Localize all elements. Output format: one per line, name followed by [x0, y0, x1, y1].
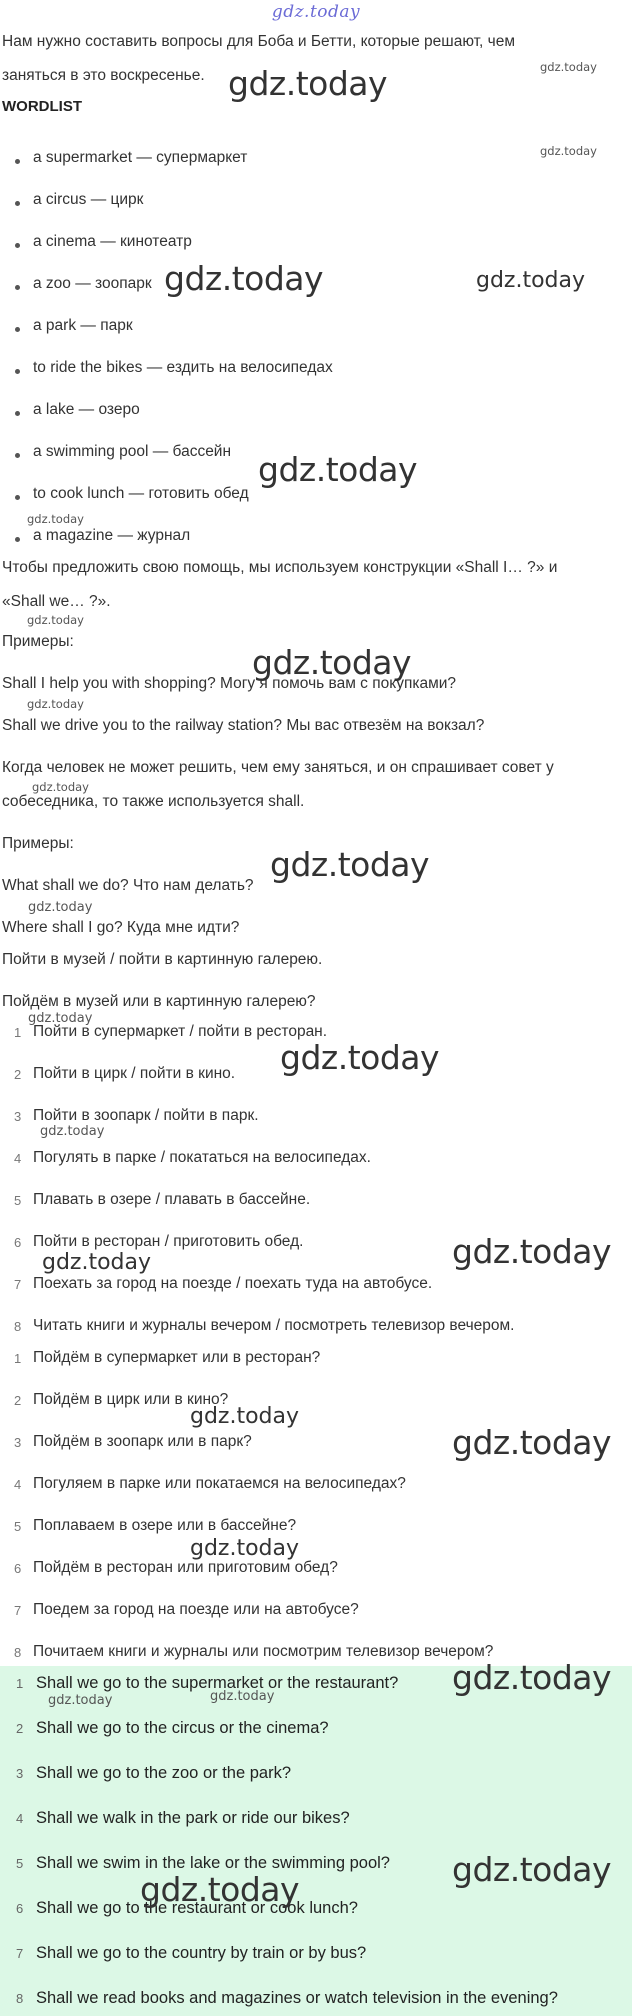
watermark: gdz.today: [252, 643, 412, 682]
item-number: 3: [16, 1766, 24, 1781]
example-line: Shall we drive you to the railway station? Мы вас отвезём на вокзал?: [2, 717, 485, 734]
item-number: 1: [16, 1676, 24, 1691]
wordlist-item-text: a cinema — кинотеатр: [33, 233, 192, 250]
item-number: 4: [16, 1811, 24, 1826]
item-number: 1: [14, 1025, 22, 1040]
bullet-icon: [15, 537, 20, 542]
item-number: 6: [14, 1561, 22, 1576]
wordlist-item-text: a lake — озеро: [33, 401, 140, 418]
watermark: gdz.today: [190, 1404, 300, 1429]
shall-explain-line-1: Чтобы предложить свою помощь, мы используем конструкции «Shall I… ?» и: [2, 559, 558, 576]
watermark: gdz.today: [540, 144, 597, 158]
item-number: 5: [16, 1856, 24, 1871]
item-number: 6: [14, 1235, 22, 1250]
bullet-icon: [15, 453, 20, 458]
answer-en-text: Shall we go to the zoo or the park?: [36, 1764, 291, 1782]
watermark: gdz.today: [27, 512, 84, 526]
item-number: 1: [14, 1351, 22, 1366]
intro-line-2: заняться в это воскресенье.: [2, 67, 205, 84]
wordlist-item-text: a park — парк: [33, 317, 133, 334]
task-text: Пойти в ресторан / приготовить обед.: [33, 1233, 304, 1250]
watermark: gdz.today: [452, 1232, 612, 1271]
watermark: gdz.today: [190, 1536, 300, 1561]
watermark: gdz.today: [452, 1850, 612, 1889]
question-ru-text: Погуляем в парке или покатаемся на велосипедах?: [33, 1475, 406, 1492]
answer-en-text: Shall we read books and magazines or watch television in the evening?: [36, 1989, 558, 2007]
bullet-icon: [15, 327, 20, 332]
wordlist-item-text: a supermarket — супермаркет: [33, 149, 248, 166]
item-number: 8: [16, 1991, 24, 2006]
wordlist-item-text: to ride the bikes — ездить на велосипедах: [33, 359, 333, 376]
item-number: 6: [16, 1901, 24, 1916]
question-ru-text: Пойдём в цирк или в кино?: [33, 1391, 229, 1408]
watermark: gdz.today: [42, 1250, 152, 1275]
item-number: 2: [16, 1721, 24, 1736]
task-text: Плавать в озере / плавать в бассейне.: [33, 1191, 311, 1208]
shall-explain-line-2: «Shall we… ?».: [2, 593, 111, 610]
wordlist-item-text: a swimming pool — бассейн: [33, 443, 232, 460]
advice-explain-line-1: Когда человек не может решить, чем ему заняться, и он спрашивает совет у: [2, 759, 554, 776]
item-number: 8: [14, 1319, 22, 1334]
question-ru-text: Поплаваем в озере или в бассейне?: [33, 1517, 297, 1534]
wordlist-item-text: to cook lunch — готовить обед: [33, 485, 249, 502]
wordlist-heading: WORDLIST: [2, 98, 82, 115]
examples-label: Примеры:: [2, 633, 74, 650]
watermark: gdz.today: [27, 697, 84, 711]
bullet-icon: [15, 369, 20, 374]
bullet-icon: [15, 243, 20, 248]
item-number: 5: [14, 1519, 22, 1534]
watermark: gdz.today: [32, 780, 89, 794]
watermark: gdz.today: [228, 64, 388, 103]
task-text: Пойти в зоопарк / пойти в парк.: [33, 1107, 259, 1124]
bullet-icon: [15, 411, 20, 416]
watermark: gdz.today: [27, 613, 84, 627]
answer-en-text: Shall we go to the circus or the cinema?: [36, 1719, 329, 1737]
watermark: gdz.today: [270, 845, 430, 884]
watermark: gdz.today: [164, 259, 324, 298]
example-line: What shall we do? Что нам делать?: [2, 877, 254, 894]
site-title[interactable]: gdz.today: [271, 2, 361, 22]
item-number: 2: [14, 1067, 22, 1082]
item-number: 7: [14, 1603, 22, 1618]
answer-en-text: Shall we go to the restaurant or cook lunch?: [36, 1899, 358, 1917]
item-number: 4: [14, 1151, 22, 1166]
bullet-icon: [15, 159, 20, 164]
item-number: 2: [14, 1393, 22, 1408]
watermark: gdz.today: [452, 1423, 612, 1462]
item-number: 7: [14, 1277, 22, 1292]
task-text: Погулять в парке / покататься на велосипедах.: [33, 1149, 371, 1166]
example-line: Where shall I go? Куда мне идти?: [2, 919, 240, 936]
watermark: gdz.today: [452, 1658, 612, 1697]
item-number: 3: [14, 1435, 22, 1450]
task-text: Пойти в цирк / пойти в кино.: [33, 1065, 236, 1082]
watermark: gdz.today: [258, 450, 418, 489]
question-ru-text: Пойдём в ресторан или приготовим обед?: [33, 1559, 338, 1576]
task-text: Поехать за город на поезде / поехать туда на автобусе.: [33, 1275, 433, 1292]
question-ru-text: Пойдём в зоопарк или в парк?: [33, 1433, 252, 1450]
answer-en-text: Shall we go to the country by train or by bus?: [36, 1944, 367, 1962]
watermark: gdz.today: [540, 60, 597, 74]
example-line: Shall I help you with shopping? Могу я помочь вам с покупками?: [2, 675, 457, 692]
bullet-icon: [15, 495, 20, 500]
wordlist-item-text: a magazine — журнал: [33, 527, 191, 544]
item-number: 7: [16, 1946, 24, 1961]
item-number: 4: [14, 1477, 22, 1492]
answer-en-text: Shall we walk in the park or ride our bikes?: [36, 1809, 350, 1827]
question-ru-text: Пойдём в супермаркет или в ресторан?: [33, 1349, 321, 1366]
bullet-icon: [15, 285, 20, 290]
watermark: gdz.today: [210, 1689, 275, 1704]
sample-task: Пойти в музей / пойти в картинную галерею.: [2, 951, 323, 968]
answer-en-text: Shall we swim in the lake or the swimming pool?: [36, 1854, 390, 1872]
item-number: 3: [14, 1109, 22, 1124]
sample-answer: Пойдём в музей или в картинную галерею?: [2, 993, 316, 1010]
intro-line-1: Нам нужно составить вопросы для Боба и Бетти, которые решают, чем: [2, 33, 515, 50]
wordlist-item-text: a zoo — зоопарк: [33, 275, 152, 292]
watermark: gdz.today: [48, 1693, 113, 1708]
question-ru-text: Почитаем книги и журналы или посмотрим телевизор вечером?: [33, 1643, 494, 1660]
watermark: gdz.today: [476, 268, 586, 293]
watermark: gdz.today: [280, 1038, 440, 1077]
advice-explain-line-2: собеседника, то также используется shall.: [2, 793, 305, 810]
watermark: gdz.today: [28, 1011, 93, 1026]
item-number: 5: [14, 1193, 22, 1208]
examples-label: Примеры:: [2, 835, 74, 852]
question-ru-text: Поедем за город на поезде или на автобусе?: [33, 1601, 359, 1618]
task-text: Пойти в супермаркет / пойти в ресторан.: [33, 1023, 328, 1040]
task-text: Читать книги и журналы вечером / посмотреть телевизор вечером.: [33, 1317, 515, 1334]
item-number: 8: [14, 1645, 22, 1660]
wordlist-item-text: a circus — цирк: [33, 191, 144, 208]
answer-en-text: Shall we go to the supermarket or the restaurant?: [36, 1674, 399, 1692]
watermark: gdz.today: [40, 1124, 105, 1139]
watermark: gdz.today: [140, 1870, 300, 1909]
bullet-icon: [15, 201, 20, 206]
watermark: gdz.today: [28, 900, 93, 915]
